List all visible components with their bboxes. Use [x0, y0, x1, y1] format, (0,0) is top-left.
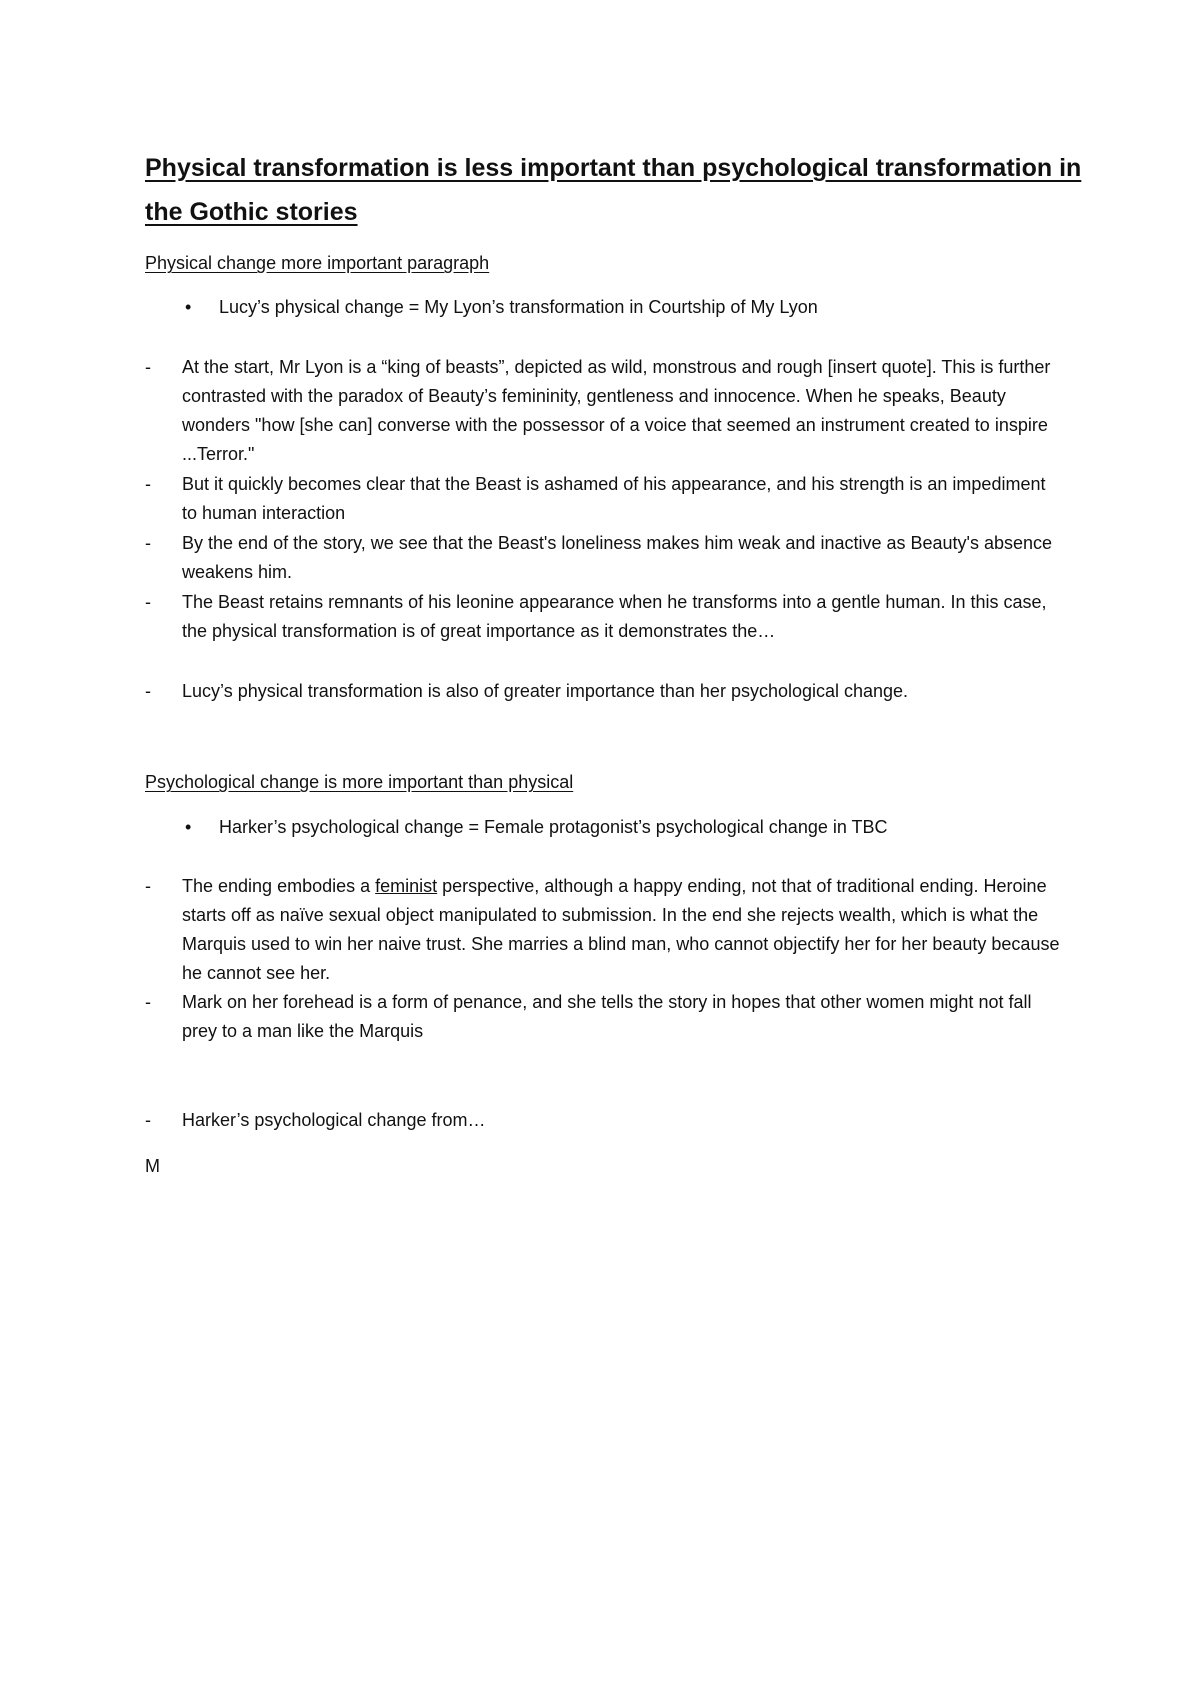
bullet-icon: •: [185, 817, 192, 837]
dash-marker: -: [145, 357, 151, 377]
bullet-text: Harker’s psychological change = Female protagonist’s psychological change in TBC: [219, 817, 888, 837]
dash-item: [145, 872, 1065, 988]
document-title: Physical transformation is less important than psychological transformation in the Gothic stories: [145, 154, 1082, 226]
dash-marker: -: [145, 474, 151, 494]
dash-marker: -: [145, 592, 151, 612]
dash-marker: -: [145, 992, 151, 1012]
dash-item-text: Mark on her forehead is a form of penance, and she tells the story in hopes that other women might not fall prey to a man like the Marquis: [182, 992, 1032, 1041]
dash-item: [145, 1106, 1065, 1135]
dash-item-text: By the end of the story, we see that the Beast's loneliness makes him weak and inactive as Beauty's absence weakens him.: [182, 533, 1053, 582]
dash-item: [145, 353, 1065, 469]
dash-item-text: At the start, Mr Lyon is a “king of beasts”, depicted as wild, monstrous and rough [insert quote]. This is further contrasted with the paradox of Beauty’s femininity, gentleness and innocence. When he speaks, Beauty wonders "how [she can] converse with the possessor of a voice that seemed an instrument created to inspire ...Terror.": [182, 357, 1051, 464]
bullet-text: Lucy’s physical change = My Lyon’s transformation in Courtship of My Lyon: [219, 297, 818, 317]
dash-marker: -: [145, 1110, 151, 1130]
section-heading-physical: Physical change more important paragraph: [145, 253, 490, 273]
dash-item: [145, 529, 1065, 587]
text-run: perspective, although a happy ending, not that of traditional ending. Heroine starts off as naïve sexual object manipulated to submission. In the end she rejects wealth, which is what the Marquis used to win her naive trust. She marries a blind man, who cannot objectify her for her beauty because he cannot see her.: [182, 876, 1060, 983]
bullet-item-physical: [185, 293, 818, 321]
stray-text: M: [145, 1156, 160, 1176]
dash-marker: -: [145, 681, 151, 701]
text-run: The ending embodies a: [182, 876, 376, 896]
dash-marker: -: [145, 533, 151, 553]
dash-item: [145, 470, 1065, 528]
dash-item-text: But it quickly becomes clear that the Beast is ashamed of his appearance, and his strength is an impediment to human interaction: [182, 474, 1046, 523]
bullet-item-psychological: [185, 813, 888, 841]
dash-item-text: Lucy’s physical transformation is also of greater importance than her psychological change.: [182, 681, 909, 701]
bullet-icon: •: [185, 297, 192, 317]
section-heading-psychological: Psychological change is more important than physical: [145, 772, 574, 792]
dash-item: [145, 988, 1065, 1046]
underlined-word: feminist: [375, 876, 438, 896]
dash-marker: -: [145, 876, 151, 896]
dash-item: [145, 677, 1065, 706]
dash-item-text: [182, 872, 1065, 988]
dash-item: [145, 588, 1065, 646]
dash-item-text: Harker’s psychological change from…: [182, 1110, 486, 1130]
dash-item-text: The Beast retains remnants of his leonine appearance when he transforms into a gentle human. In this case, the physical transformation is of great importance as it demonstrates the…: [182, 592, 1047, 641]
